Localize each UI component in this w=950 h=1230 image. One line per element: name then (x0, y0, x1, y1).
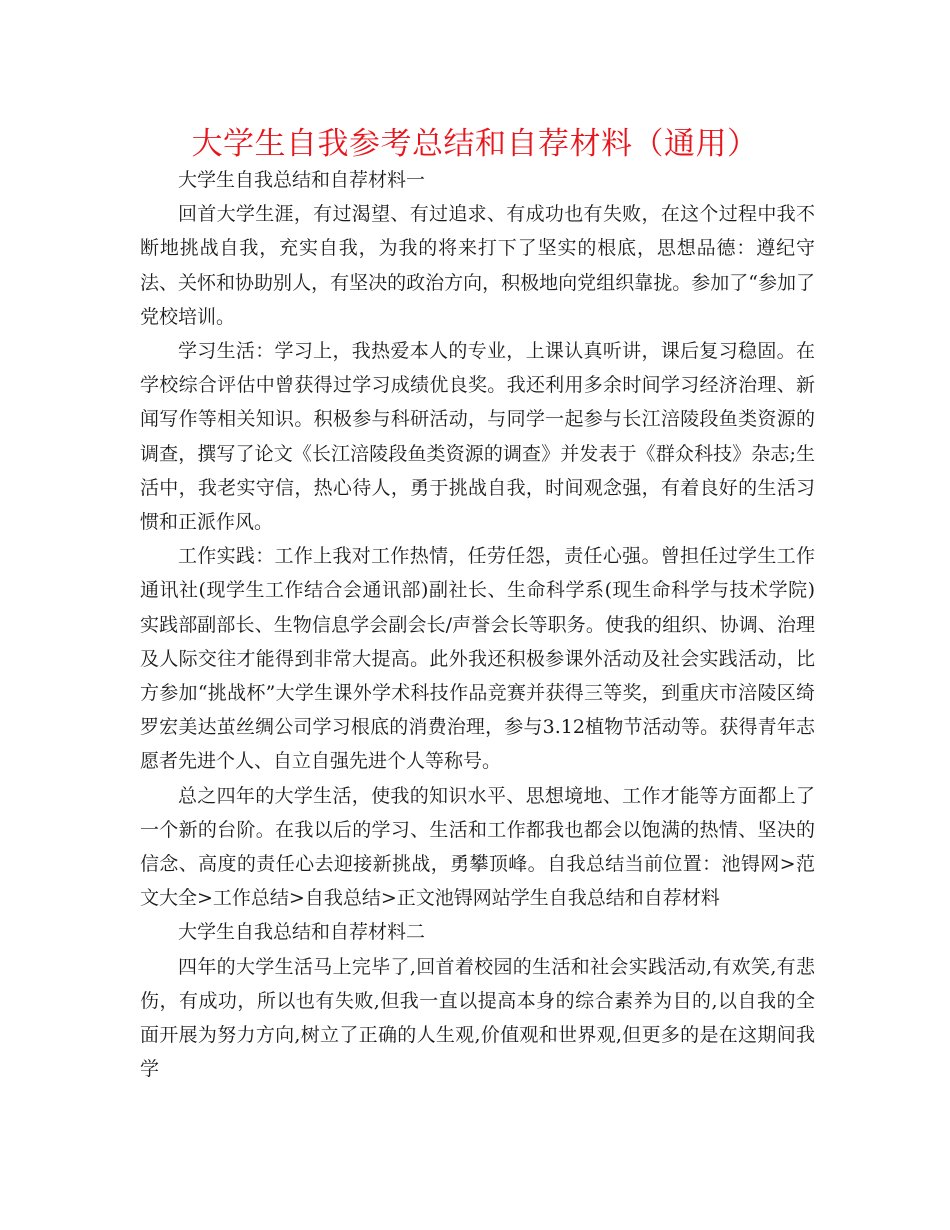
paragraph-work-practice: 工作实践：工作上我对工作热情，任劳任怨，责任心强。曾担任过学生工作通讯社(现学生工作结合会通讯部)副社长、生命科学系(现生命科学与技术学院)实践部副部长、生物信息学会副会长/声誉会长等职务。使我的组织、协调、治理及人际交往才能得到非常大提高。此外我还积极参课外活动及社会实践活动，比方参加“挑战杯”大学生课外学术科技作品竞赛并获得三等奖，到重庆市涪陵区绮罗宏美达茧丝绸公司学习根底的消费治理，参与3.12植物节活动等。获得青年志愿者先进个人、自立自强先进个人等称号。 (140, 545, 815, 773)
section-heading-1: 大学生自我总结和自荐材料一 (178, 169, 426, 191)
paragraph-study-life: 学习生活：学习上，我热爱本人的专业，上课认真听讲，课后复习稳固。在学校综合评估中曾获得过学习成绩优良奖。我还利用多余时间学习经济治理、新闻写作等相关知识。积极参与科研活动，与同学一起参与长江涪陵段鱼类资源的调查，撰写了论文《长江涪陵段鱼类资源的调查》并发表于《群众科技》杂志;生活中，我老实守信，热心待人，勇于挑战自我，时间观念强，有着良好的生活习惯和正派作风。 (140, 340, 815, 534)
paragraph-intro: 回首大学生涯，有过渴望、有过追求、有成功也有失败，在这个过程中我不断地挑战自我，充实自我，为我的将来打下了坚实的根底，思想品德：遵纪守法、关怀和协助别人，有坚决的政治方向，积极地向党组织靠拢。参加了“参加了党校培训。 (140, 203, 815, 328)
page-title: 大学生自我参考总结和自荐材料（通用） (191, 126, 759, 162)
section-heading-2: 大学生自我总结和自荐材料二 (178, 921, 426, 944)
paragraph-summary: 总之四年的大学生活，使我的知识水平、思想境地、工作才能等方面都上了一个新的台阶。在我以后的学习、生活和工作都我也都会以饱满的热情、坚决的信念、高度的责任心去迎接新挑战，勇攀顶峰。自我总结当前位置：池锝网>范文大全>工作总结>自我总结>正文池锝网站学生自我总结和自荐材料 (140, 784, 815, 910)
paragraph-part-two: 四年的大学生活马上完毕了,回首着校园的生活和社会实践活动,有欢笑,有悲伤，有成功，所以也有失败,但我一直以提高本身的综合素养为目的,以自我的全面开展为努力方向,树立了正确的人生观,价值观和世界观,但更多的是在这期间我学 (140, 955, 815, 1081)
document-body (140, 163, 815, 1086)
